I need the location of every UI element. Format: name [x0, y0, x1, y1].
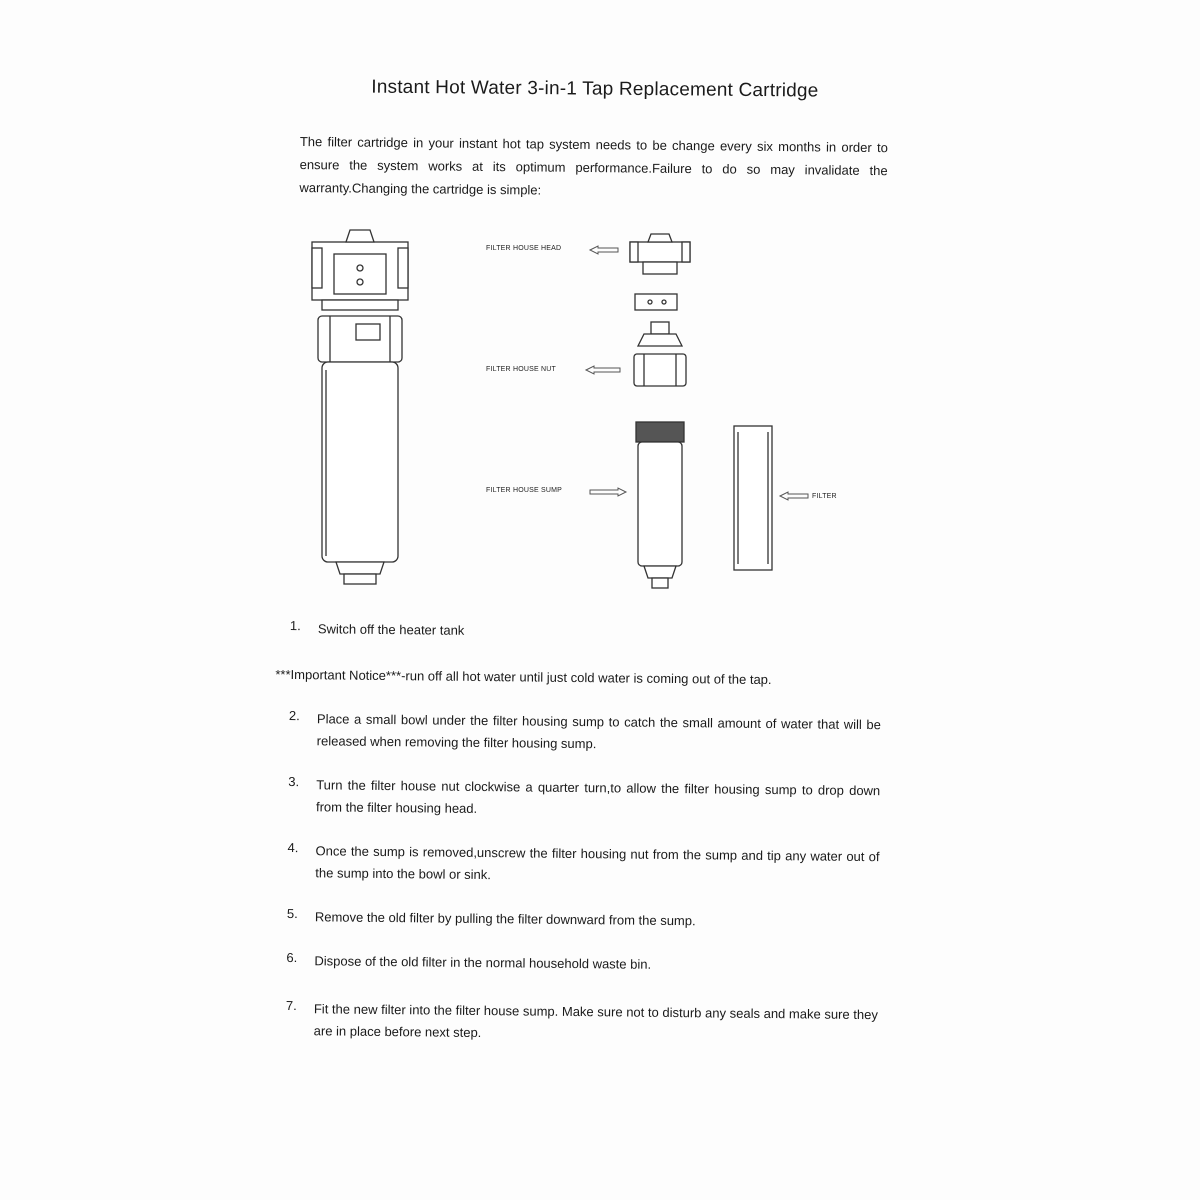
- step-5: [286, 905, 883, 929]
- filter-diagram: [300, 220, 900, 600]
- step-number: 7.: [285, 997, 297, 1014]
- page-title: Instant Hot Water 3-in-1 Tap Replacement Cartridge: [371, 76, 819, 102]
- step-7: [285, 997, 882, 1041]
- step-2: [288, 707, 885, 752]
- step-3: [288, 773, 884, 816]
- label-filter-house-nut: FILTER HOUSE NUT: [486, 366, 556, 373]
- step-number: 6.: [286, 949, 298, 966]
- step-text: Turn the filter house nut clockwise a quarter turn,to allow the filter housing sump to drop down from the filter housing head.: [315, 777, 881, 816]
- step-6: [286, 949, 883, 972]
- exploded-head: [630, 234, 690, 310]
- step-number: 2.: [288, 707, 300, 724]
- step-1: [289, 618, 886, 638]
- intro-paragraph: The filter cartridge in your instant hot tap system needs to be change every six months in order to ensure the system works at its optimum performance.Failure to do so may invalidate the warranty.Changing the cartridge is simple:: [299, 133, 888, 198]
- important-notice: ***Important Notice***-run off all hot water until just cold water is coming out of the tap.: [275, 666, 772, 688]
- step-text: Remove the old filter by pulling the filter downward from the sump.: [314, 909, 696, 929]
- label-filter-house-head: FILTER HOUSE HEAD: [486, 245, 562, 252]
- exploded-sump: [636, 422, 684, 588]
- step-text: Place a small bowl under the filter housing sump to catch the small amount of water that will be released when removing the filter housing sump.: [316, 711, 881, 752]
- step-text: Dispose of the old filter in the normal household waste bin.: [314, 953, 652, 972]
- step-text: Switch off the heater tank: [317, 621, 465, 638]
- step-number: 1.: [289, 618, 301, 634]
- step-number: 3.: [288, 773, 300, 790]
- exploded-nut: [634, 322, 686, 386]
- step-text: Once the sump is removed,unscrew the filter housing nut from the sump and tip any water out of the sump into the bowl or sink.: [315, 843, 880, 883]
- step-number: 5.: [286, 905, 298, 922]
- instruction-steps: [275, 618, 886, 1041]
- step-text: Fit the new filter into the filter house sump. Make sure not to disturb any seals and make sure they are in place before next step.: [313, 1001, 878, 1041]
- step-4: [287, 839, 884, 883]
- assembled-filter-unit: [312, 230, 408, 584]
- label-filter-house-sump: FILTER HOUSE SUMP: [486, 487, 563, 494]
- exploded-filter: [734, 426, 772, 570]
- label-filter: FILTER: [812, 493, 837, 500]
- filter-diagram-drawing: [300, 220, 900, 600]
- step-number: 4.: [287, 839, 299, 856]
